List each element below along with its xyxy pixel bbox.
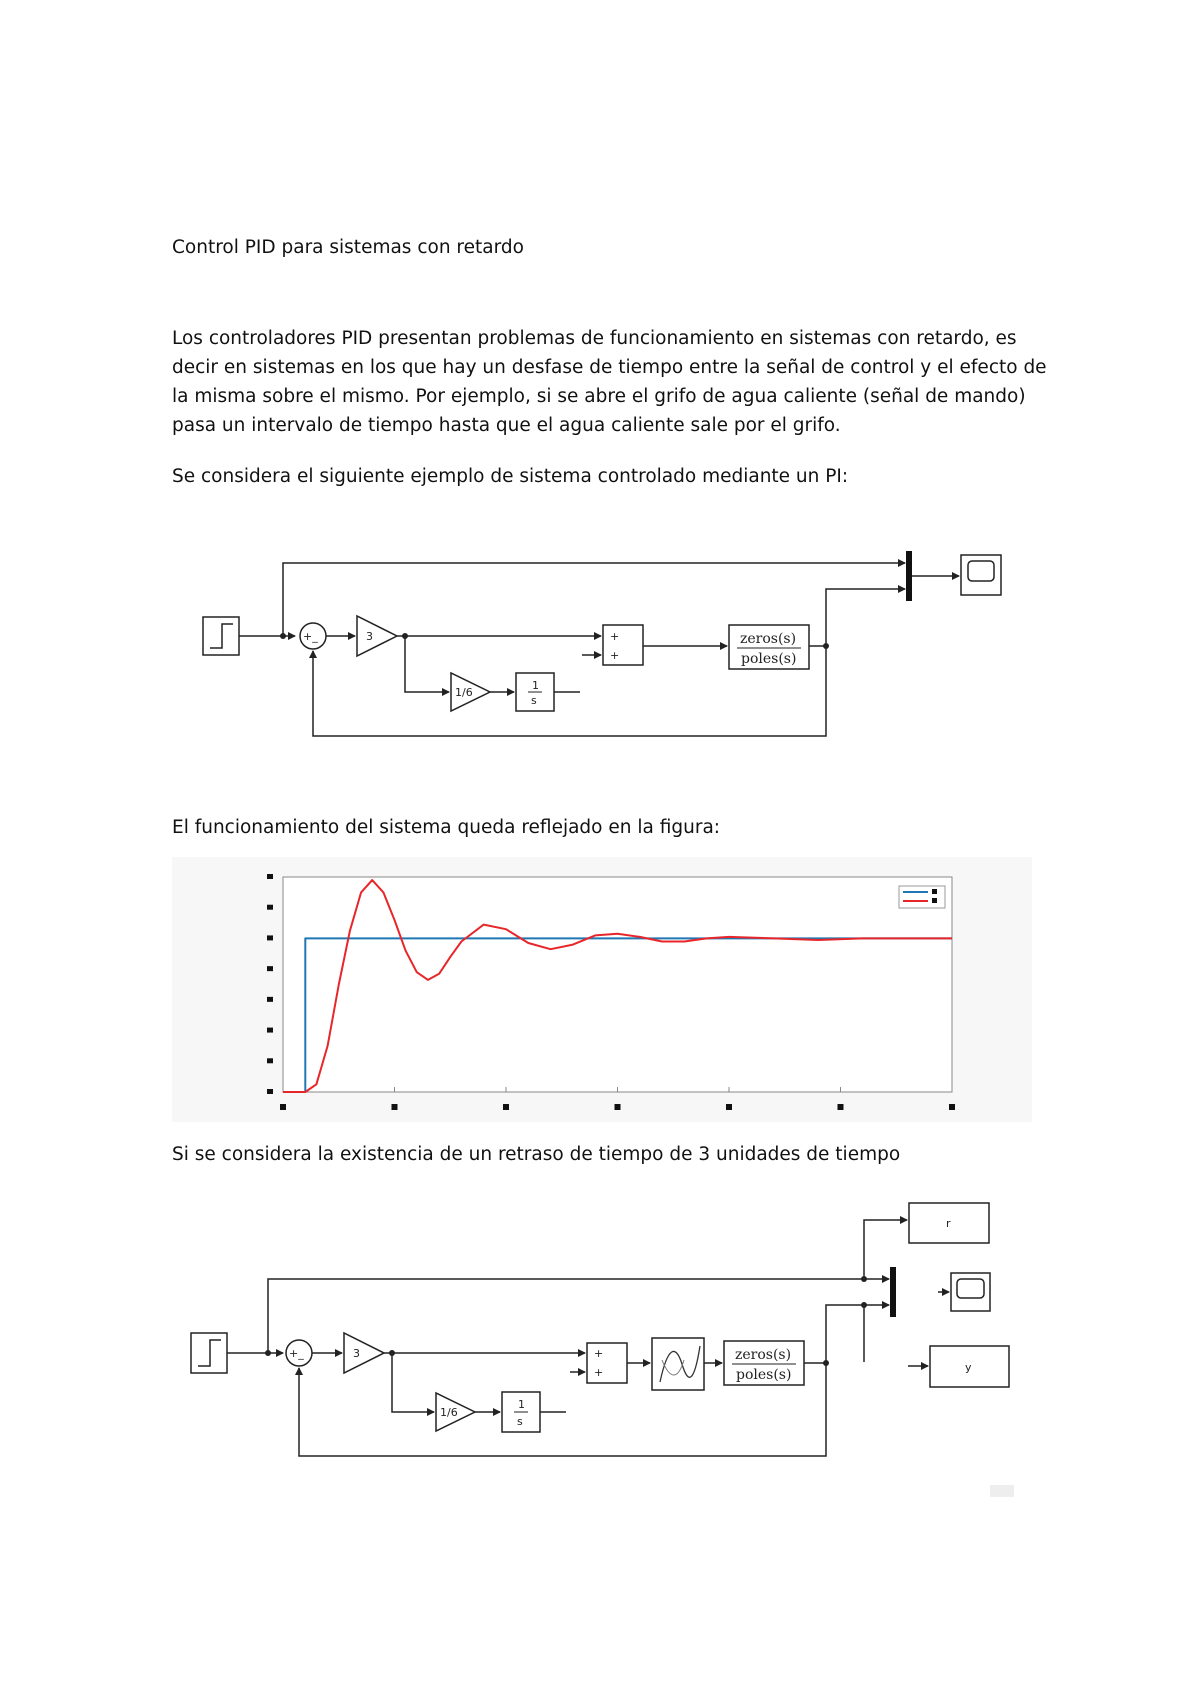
example-paragraph: Se considera el siguiente ejemplo de sistema controlado mediante un PI: [172,466,849,487]
mux-block-2 [890,1267,896,1317]
plot-area [283,877,952,1092]
integral-gain-2 [436,1393,475,1431]
svg-text:+: + [594,1347,604,1360]
svg-text:3: 3 [353,1347,360,1360]
svg-text:+: + [610,649,620,662]
x-tick-marker [280,1104,286,1110]
y-tick-marker [267,997,273,1002]
sum-signs: +_ [303,630,318,643]
figure-paragraph: El funcionamiento del sistema queda reflejado en la figura: [172,817,721,838]
svg-text:1: 1 [518,1398,525,1411]
proportional-gain-2 [344,1333,384,1373]
y-tick-marker [267,935,273,940]
adder-block [603,625,643,665]
response-chart [172,857,1032,1122]
svg-text:+: + [610,630,620,643]
y-tick-marker [267,1028,273,1033]
svg-text:poles(s): poles(s) [736,1367,792,1383]
page-title: Control PID para sistemas con retardo [172,237,524,258]
adder-block-2 [587,1343,627,1383]
svg-text:1: 1 [532,679,539,692]
svg-text:s: s [531,694,537,707]
integral-gain [451,673,490,711]
svg-text:y: y [965,1361,972,1374]
to-workspace-y [930,1346,1009,1387]
step-block [203,617,239,655]
svg-text:zeros(s): zeros(s) [735,1347,792,1363]
x-tick-marker [503,1104,509,1110]
x-tick-marker [615,1104,621,1110]
delay-paragraph: Si se considera la existencia de un retraso de tiempo de 3 unidades de tiempo [172,1144,901,1165]
y-tick-marker [267,874,273,879]
scope-block [961,555,1001,595]
mux-block [906,551,912,601]
proportional-gain [357,616,397,656]
x-tick-marker [726,1104,732,1110]
transfer-function-block-2 [724,1341,804,1385]
svg-text:s: s [517,1415,523,1428]
chart-legend [899,886,945,908]
scope-block-2 [951,1273,990,1311]
svg-text:r: r [946,1217,951,1230]
y-tick-marker [267,905,273,910]
svg-text:+_: +_ [289,1347,304,1360]
delayed-pi-diagram [191,1203,1009,1456]
transfer-function-block [729,625,809,669]
y-tick-marker [267,966,273,971]
pi-control-diagram [203,551,1001,736]
svg-text:zeros(s): zeros(s) [740,631,797,647]
to-workspace-r [909,1203,989,1243]
svg-text:+: + [594,1366,604,1379]
svg-text:1/6: 1/6 [440,1406,458,1419]
page-mark [990,1485,1014,1497]
y-tick-marker [267,1058,273,1063]
transport-delay-block [652,1338,704,1390]
gain-p-label: 3 [366,630,373,643]
integrator-block-2 [502,1392,540,1432]
x-tick-marker [949,1104,955,1110]
sum-block [300,623,326,649]
x-tick-marker [392,1104,398,1110]
sum-block-2 [286,1340,312,1366]
gain-i-label: 1/6 [455,686,473,699]
x-tick-marker [838,1104,844,1110]
intro-paragraph: Los controladores PID presentan problemas de funcionamiento en sistemas con retardo, es decir en sistemas en los que hay un desfase de tiempo entre la señal de control y el efecto de la misma sobre el mismo. Por ejemplo, si se abre el grifo de agua caliente (señal de mando) pasa un intervalo de tiempo hasta que el agua caliente sale por el grifo. [172,328,1047,436]
integrator-block [516,673,554,711]
y-tick-marker [267,1089,273,1094]
svg-text:poles(s): poles(s) [741,651,797,667]
step-block-2 [191,1333,227,1373]
